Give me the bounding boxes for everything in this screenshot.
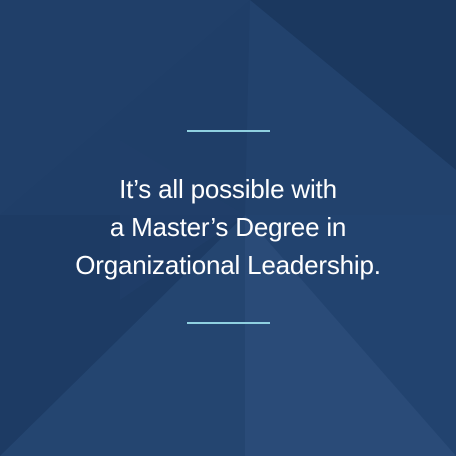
headline xyxy=(0,170,456,284)
headline-line-2: a Master’s Degree in xyxy=(109,212,347,242)
bottom-divider xyxy=(187,322,270,324)
top-divider xyxy=(187,130,270,132)
headline-line-1: It’s all possible with xyxy=(119,174,337,204)
headline-line-3: Organizational Leadership. xyxy=(75,250,381,280)
